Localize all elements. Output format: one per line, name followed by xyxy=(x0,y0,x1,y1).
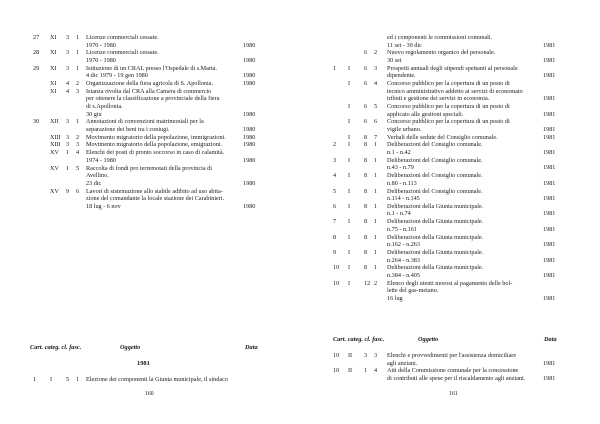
entry-subject: Lavori di sistemazione allo stabile adibito ad uso abita- xyxy=(86,187,223,195)
entry-date: 1980 xyxy=(243,125,256,133)
entry-subject: ed i componenti le commissioni comunali. xyxy=(387,34,493,41)
fascicle-number: 6 xyxy=(76,187,80,195)
entry-subject: Istanza rivolta dal CRA alla Camera di commercio xyxy=(86,87,212,95)
entry-continuation xyxy=(0,157,300,165)
category: I xyxy=(348,233,351,241)
entry-continuation xyxy=(300,360,600,368)
entry-subject: agli anziani. xyxy=(387,359,418,367)
entry-continuation xyxy=(300,241,600,249)
category: XI xyxy=(50,34,57,41)
fascicle-number: 2 xyxy=(76,80,80,88)
class-number: 6 xyxy=(364,80,368,88)
entry-date: 1981 xyxy=(543,374,556,382)
entry-date: 1981 xyxy=(543,110,556,118)
entry-row xyxy=(0,49,300,57)
entry-date: 1981 xyxy=(543,294,556,302)
fascicle-number: 1 xyxy=(76,64,80,72)
fascicle-number: 3 xyxy=(76,87,80,95)
entry-date: 1981 xyxy=(543,56,556,64)
fascicle-number: 4 xyxy=(374,80,378,88)
entry-row xyxy=(0,376,300,384)
category: I xyxy=(348,172,351,180)
class-number: 8 xyxy=(364,141,368,149)
entry-continuation xyxy=(0,172,300,180)
entry-continuation xyxy=(0,203,300,211)
entry-subject: Licenze commerciali cessate. xyxy=(86,34,159,41)
class-number: 4 xyxy=(66,80,70,88)
entry-date: 1981 xyxy=(543,256,556,264)
entry-row xyxy=(0,88,300,96)
entry-subject: n.1 - n.74 xyxy=(387,210,411,218)
right-header-row xyxy=(333,336,384,343)
entry-subject: 1970 - 1980 xyxy=(86,41,116,49)
entry-subject: Deliberazioni della Giunta municipale. xyxy=(387,233,484,241)
entry-continuation xyxy=(300,164,600,172)
class-number: 3 xyxy=(66,141,70,149)
fascicle-number: 1 xyxy=(374,187,378,195)
entry-continuation xyxy=(300,88,600,96)
entry-subject: Concorso pubblico per la copertura di un posto di xyxy=(387,103,510,110)
entry-row xyxy=(300,352,600,360)
left-header-oggetto: Oggetto xyxy=(120,344,141,351)
class-number: 3 xyxy=(66,64,70,72)
entry-subject: Deliberazioni della Giunta municipale. xyxy=(387,248,484,256)
entry-subject: Licenze commerciali cessate. xyxy=(86,49,159,57)
entry-continuation xyxy=(300,126,600,134)
entry-continuation xyxy=(300,257,600,265)
right-header-oggetto: Oggetto xyxy=(418,336,439,343)
entry-continuation xyxy=(0,72,300,80)
entry-subject: Prospetti annuali degli stipendi spettanti al personale xyxy=(387,64,518,72)
fascicle-number: 1 xyxy=(76,118,80,126)
header-categ: categ. xyxy=(347,336,363,343)
fascicle-number: 1 xyxy=(76,376,80,383)
entry-date: 1981 xyxy=(543,125,556,133)
cart-number: 1 xyxy=(333,64,337,72)
entry-subject: Raccolta di fondi pro terremotati della provincia di xyxy=(86,164,212,172)
entry-subject: Concorso pubblico per la copertura di un posto di xyxy=(387,118,510,126)
entry-continuation xyxy=(300,95,600,103)
header-fasc: fasc. xyxy=(69,344,82,351)
class-number: 3 xyxy=(66,49,70,57)
entry-subject: Elenco degli utenti morosi al pagamento delle bol- xyxy=(387,279,513,287)
class-number: 8 xyxy=(364,202,368,210)
entry-row xyxy=(300,157,600,165)
entry-subject: Concorso pubblico per la copertura di un posto di xyxy=(387,80,510,88)
entry-row xyxy=(300,49,600,57)
entry-continuation xyxy=(300,375,600,383)
entry-continuation xyxy=(300,210,600,218)
entry-row xyxy=(300,103,600,111)
fascicle-number: 4 xyxy=(76,149,80,157)
entry-row xyxy=(300,218,600,226)
cart-number: 5 xyxy=(333,187,337,195)
cart-number: 10 xyxy=(333,264,340,272)
entry-subject: n.1 - n.42 xyxy=(387,149,411,157)
entry-subject: Movimento migratorio della popolazione, immigrazioni. xyxy=(86,133,226,141)
cart-number: 3 xyxy=(333,156,337,164)
class-number: 8 xyxy=(364,133,368,141)
entry-subject: Elenchi e provvedimenti per l'assistenza domiciliare xyxy=(387,352,517,359)
left-header-row xyxy=(30,344,81,351)
entry-row xyxy=(0,149,300,157)
entry-subject: 11 set - 30 dic xyxy=(387,41,422,49)
class-number: 8 xyxy=(364,218,368,226)
fascicle-number: 1 xyxy=(76,34,80,41)
entry-continuation xyxy=(0,126,300,134)
page-number-left: 160 xyxy=(145,391,154,397)
category: I xyxy=(348,64,351,72)
category: XI xyxy=(50,80,57,88)
class-number: 8 xyxy=(364,248,368,256)
entry-date: 1980 xyxy=(243,141,256,149)
entry-subject: 23 dic xyxy=(86,179,102,187)
entry-date: 1981 xyxy=(543,41,556,49)
entry-row xyxy=(0,80,300,88)
entry-continuation xyxy=(300,72,600,80)
entry-subject: n.264 - n.383 xyxy=(387,256,420,264)
entry-subject: 4 dic 1979 - 19 gen 1980 xyxy=(86,72,148,80)
entry-continuation xyxy=(300,195,600,203)
class-number: 8 xyxy=(364,264,368,272)
entry-date: 1980 xyxy=(243,72,256,80)
category: I xyxy=(348,187,351,195)
entry-subject: Avellino. xyxy=(86,172,109,180)
entry-subject: 1974 - 1980 xyxy=(86,156,116,164)
class-number: 3 xyxy=(66,34,70,41)
entry-row xyxy=(300,80,600,88)
entry-date: 1981 xyxy=(543,241,556,249)
entry-row xyxy=(0,165,300,173)
entry-subject: Deliberazioni del Consiglio comunale. xyxy=(387,141,483,149)
category: II xyxy=(348,367,353,375)
category: I xyxy=(50,376,53,383)
entry-row xyxy=(300,234,600,242)
fascicle-number: 1 xyxy=(374,156,378,164)
entry-continuation xyxy=(300,111,600,119)
entry-subject: applicato alle gestioni speciali. xyxy=(387,110,464,118)
entry-continuation xyxy=(300,42,600,50)
entry-subject: n.80 - n.113 xyxy=(387,179,417,187)
page-number-right: 161 xyxy=(449,391,458,397)
entry-row xyxy=(300,249,600,257)
header-cart: Cart. xyxy=(30,344,44,351)
class-number: 6 xyxy=(364,103,368,110)
fascicle-number: 1 xyxy=(374,264,378,272)
entry-row xyxy=(300,65,600,73)
cart-number: 2 xyxy=(333,141,337,149)
cart-number: 10 xyxy=(333,367,340,375)
fascicle-number: 1 xyxy=(374,218,378,226)
entry-subject: Istituzione di un CRAL presso l'Ospedale di s.Marta. xyxy=(86,64,217,72)
entry-subject: Deliberazioni della Giunta municipale. xyxy=(387,202,484,210)
entry-subject: di s.Apollonia. xyxy=(86,103,123,110)
entry-row xyxy=(0,65,300,73)
entry-date: 1981 xyxy=(543,271,556,279)
category: XI xyxy=(50,87,57,95)
entry-row xyxy=(300,367,600,375)
category: XI xyxy=(50,64,57,72)
entry-date: 1981 xyxy=(543,95,556,103)
entry-continuation xyxy=(300,180,600,188)
fascicle-number: 5 xyxy=(374,103,378,110)
class-number: 8 xyxy=(364,172,368,180)
entry-subject: 16 lug xyxy=(387,294,403,302)
entry-continuation xyxy=(0,57,300,65)
entry-row xyxy=(300,172,600,180)
category: I xyxy=(348,80,351,88)
entry-date: 1981 xyxy=(543,133,556,141)
cart-number: 9 xyxy=(333,248,337,256)
cart-number: 29 xyxy=(33,64,40,72)
category: I xyxy=(348,141,351,149)
entry-row xyxy=(0,188,300,196)
class-number: 3 xyxy=(364,352,368,359)
entry-date: 1981 xyxy=(543,359,556,367)
left-header-data: Data xyxy=(245,344,258,351)
fascicle-number: 1 xyxy=(76,49,80,57)
entry-subject: vigile urbano. xyxy=(387,125,422,133)
fascicle-number: 1 xyxy=(374,202,378,210)
entry-date: 1981 xyxy=(543,179,556,187)
category: XIII xyxy=(50,133,61,141)
entry-continuation xyxy=(300,295,600,303)
fascicle-number: 1 xyxy=(374,172,378,180)
entry-row xyxy=(300,141,600,149)
entry-row xyxy=(300,134,600,142)
entry-subject: di contributi alle spese per il riscaldamento agli anziani. xyxy=(387,374,526,382)
class-number: 3 xyxy=(66,118,70,126)
entry-subject: n.162 - n.263 xyxy=(387,241,420,249)
category: XII xyxy=(50,118,59,126)
entry-subject: Organizzazione della fiera agricola di S. Apollonia. xyxy=(86,80,214,88)
cart-number: 28 xyxy=(33,49,40,57)
class-number: 1 xyxy=(66,164,70,172)
entry-subject: zione del comandante la locale stazione dei Carabinieri. xyxy=(86,195,225,203)
entry-subject: 30 set xyxy=(387,56,402,64)
entry-date: 1981 xyxy=(543,210,556,218)
fascicle-number: 3 xyxy=(374,352,378,359)
entry-subject: Deliberazioni del Consiglio comunale. xyxy=(387,187,483,195)
class-number: 6 xyxy=(364,64,368,72)
fascicle-number: 7 xyxy=(374,133,378,141)
header-cl: cl. xyxy=(364,336,371,343)
fascicle-number: 3 xyxy=(76,141,80,149)
entry-date: 1981 xyxy=(543,195,556,203)
entry-date: 1980 xyxy=(243,156,256,164)
fascicle-number: 6 xyxy=(374,118,378,126)
header-categ: categ. xyxy=(44,344,60,351)
entry-subject: Deliberazioni della Giunta municipale. xyxy=(387,218,484,226)
entry-date: 1981 xyxy=(543,149,556,157)
right-page xyxy=(300,0,600,424)
entry-continuation xyxy=(300,287,600,295)
entry-continuation xyxy=(0,103,300,111)
entry-subject: Deliberazioni della Giunta municipale. xyxy=(387,264,484,272)
entry-subject: tributi e gestione dei servizi in economia. xyxy=(387,95,490,103)
fascicle-number: 1 xyxy=(374,141,378,149)
category: I xyxy=(348,279,351,287)
cart-number: 10 xyxy=(333,279,340,287)
entry-subject: 30 giu xyxy=(86,110,102,118)
entry-row xyxy=(300,118,600,126)
category: XV xyxy=(50,164,59,172)
class-number: 1 xyxy=(364,367,368,375)
entry-date: 1980 xyxy=(243,110,256,118)
class-number: 4 xyxy=(66,87,70,95)
category: II xyxy=(348,352,353,359)
fascicle-number: 2 xyxy=(374,49,378,57)
entry-row xyxy=(0,141,300,149)
entry-subject: Annotazioni di convenzioni matrimoniali per la xyxy=(86,118,204,126)
entry-continuation xyxy=(300,226,600,234)
category: XV xyxy=(50,187,59,195)
entry-subject: Verbali delle sedute del Consiglio comunale. xyxy=(387,133,498,141)
category: I xyxy=(348,156,351,164)
class-number: 6 xyxy=(364,118,368,126)
entry-subject: 18 lug - 6 nov xyxy=(86,202,121,210)
cart-number: 10 xyxy=(333,352,340,359)
entry-continuation xyxy=(0,195,300,203)
cart-number: 8 xyxy=(333,233,337,241)
class-number: 3 xyxy=(66,133,70,141)
entry-subject: n.384 - n.405 xyxy=(387,271,420,279)
fascicle-number: 1 xyxy=(374,233,378,241)
entry-date: 1980 xyxy=(243,133,256,141)
fascicle-number: 4 xyxy=(374,367,378,375)
category: XIII xyxy=(50,141,61,149)
entry-row xyxy=(300,34,600,42)
category: XI xyxy=(50,49,57,57)
cart-number: 30 xyxy=(33,118,40,126)
entry-continuation xyxy=(0,95,300,103)
class-number: 12 xyxy=(364,279,371,287)
class-number: 8 xyxy=(364,187,368,195)
entry-subject: Nuovo regolamento organico del personale. xyxy=(387,49,496,57)
entry-row xyxy=(0,134,300,142)
entry-date: 1981 xyxy=(543,164,556,172)
entry-subject: n.114 - n.145 xyxy=(387,195,420,203)
cart-number: 7 xyxy=(333,218,337,226)
fascicle-number: 2 xyxy=(76,133,80,141)
category: I xyxy=(348,103,351,110)
entry-continuation xyxy=(0,111,300,119)
entry-subject: lette del gas-metano. xyxy=(387,287,439,295)
entry-date: 1980 xyxy=(243,202,256,210)
entry-continuation xyxy=(0,180,300,188)
entry-subject: n.43 - n.79 xyxy=(387,164,414,172)
entry-date: 1981 xyxy=(543,225,556,233)
category: I xyxy=(348,118,351,126)
entry-subject: Elenchi dei posti di pronto soccorso in caso di calamità. xyxy=(86,149,225,157)
entry-row xyxy=(300,264,600,272)
fascicle-number: 5 xyxy=(76,164,80,172)
entry-continuation xyxy=(300,149,600,157)
entry-date: 1980 xyxy=(243,179,256,187)
header-cl: cl. xyxy=(61,344,68,351)
category: I xyxy=(348,218,351,226)
entry-subject: Atti della Commissione comunale per la concessione xyxy=(387,367,519,375)
category: XV xyxy=(50,149,59,157)
class-number: 1 xyxy=(66,149,70,157)
entry-row xyxy=(0,118,300,126)
entry-subject: n.75 - n.161 xyxy=(387,225,417,233)
entry-subject: separazione dei beni tra i coniugi. xyxy=(86,125,170,133)
class-number: 6 xyxy=(364,49,368,57)
cart-number: 6 xyxy=(333,202,337,210)
cart-number: 27 xyxy=(33,34,40,41)
entry-subject: Deliberazioni del Consiglio comunale. xyxy=(387,156,483,164)
entry-subject: Deliberazioni del Consiglio comunale. xyxy=(387,172,483,180)
header-cart: Cart. xyxy=(333,336,347,343)
entry-subject: tecnico amministrativo addetto ai servizi di economato xyxy=(387,87,523,95)
class-number: 8 xyxy=(364,233,368,241)
entry-subject: dipendente. xyxy=(387,72,416,80)
entry-date: 1980 xyxy=(243,80,256,88)
category: I xyxy=(348,133,351,141)
cart-number: 4 xyxy=(333,172,337,180)
entry-subject: Movimento migratorio della popolazione, emigrazioni. xyxy=(86,141,223,149)
entry-subject: 1970 - 1980 xyxy=(86,56,116,64)
entry-continuation xyxy=(300,57,600,65)
class-number: 9 xyxy=(66,187,70,195)
entry-date: 1980 xyxy=(243,41,256,49)
fascicle-number: 1 xyxy=(374,248,378,256)
entry-date: 1980 xyxy=(243,56,256,64)
category: I xyxy=(348,202,351,210)
entry-continuation xyxy=(300,272,600,280)
entry-row xyxy=(0,34,300,42)
right-header-data: Data xyxy=(544,336,557,343)
fascicle-number: 3 xyxy=(374,64,378,72)
class-number: 8 xyxy=(364,156,368,164)
entry-subject: Elezione dei componenti la Giunta municipale, il sindaco xyxy=(86,376,228,383)
category: I xyxy=(348,248,351,256)
entry-subject: per ottenere la classificazione a provinciale della fiera xyxy=(86,95,220,103)
category: I xyxy=(348,264,351,272)
header-fasc: fasc. xyxy=(372,336,385,343)
cart-number: 1 xyxy=(33,376,37,383)
entry-continuation xyxy=(0,42,300,50)
year-heading: 1981 xyxy=(137,360,150,367)
class-number: 5 xyxy=(66,376,70,383)
entry-row xyxy=(300,203,600,211)
entry-date: 1981 xyxy=(543,72,556,80)
fascicle-number: 2 xyxy=(374,279,378,287)
entry-row xyxy=(300,280,600,288)
entry-row xyxy=(300,188,600,196)
